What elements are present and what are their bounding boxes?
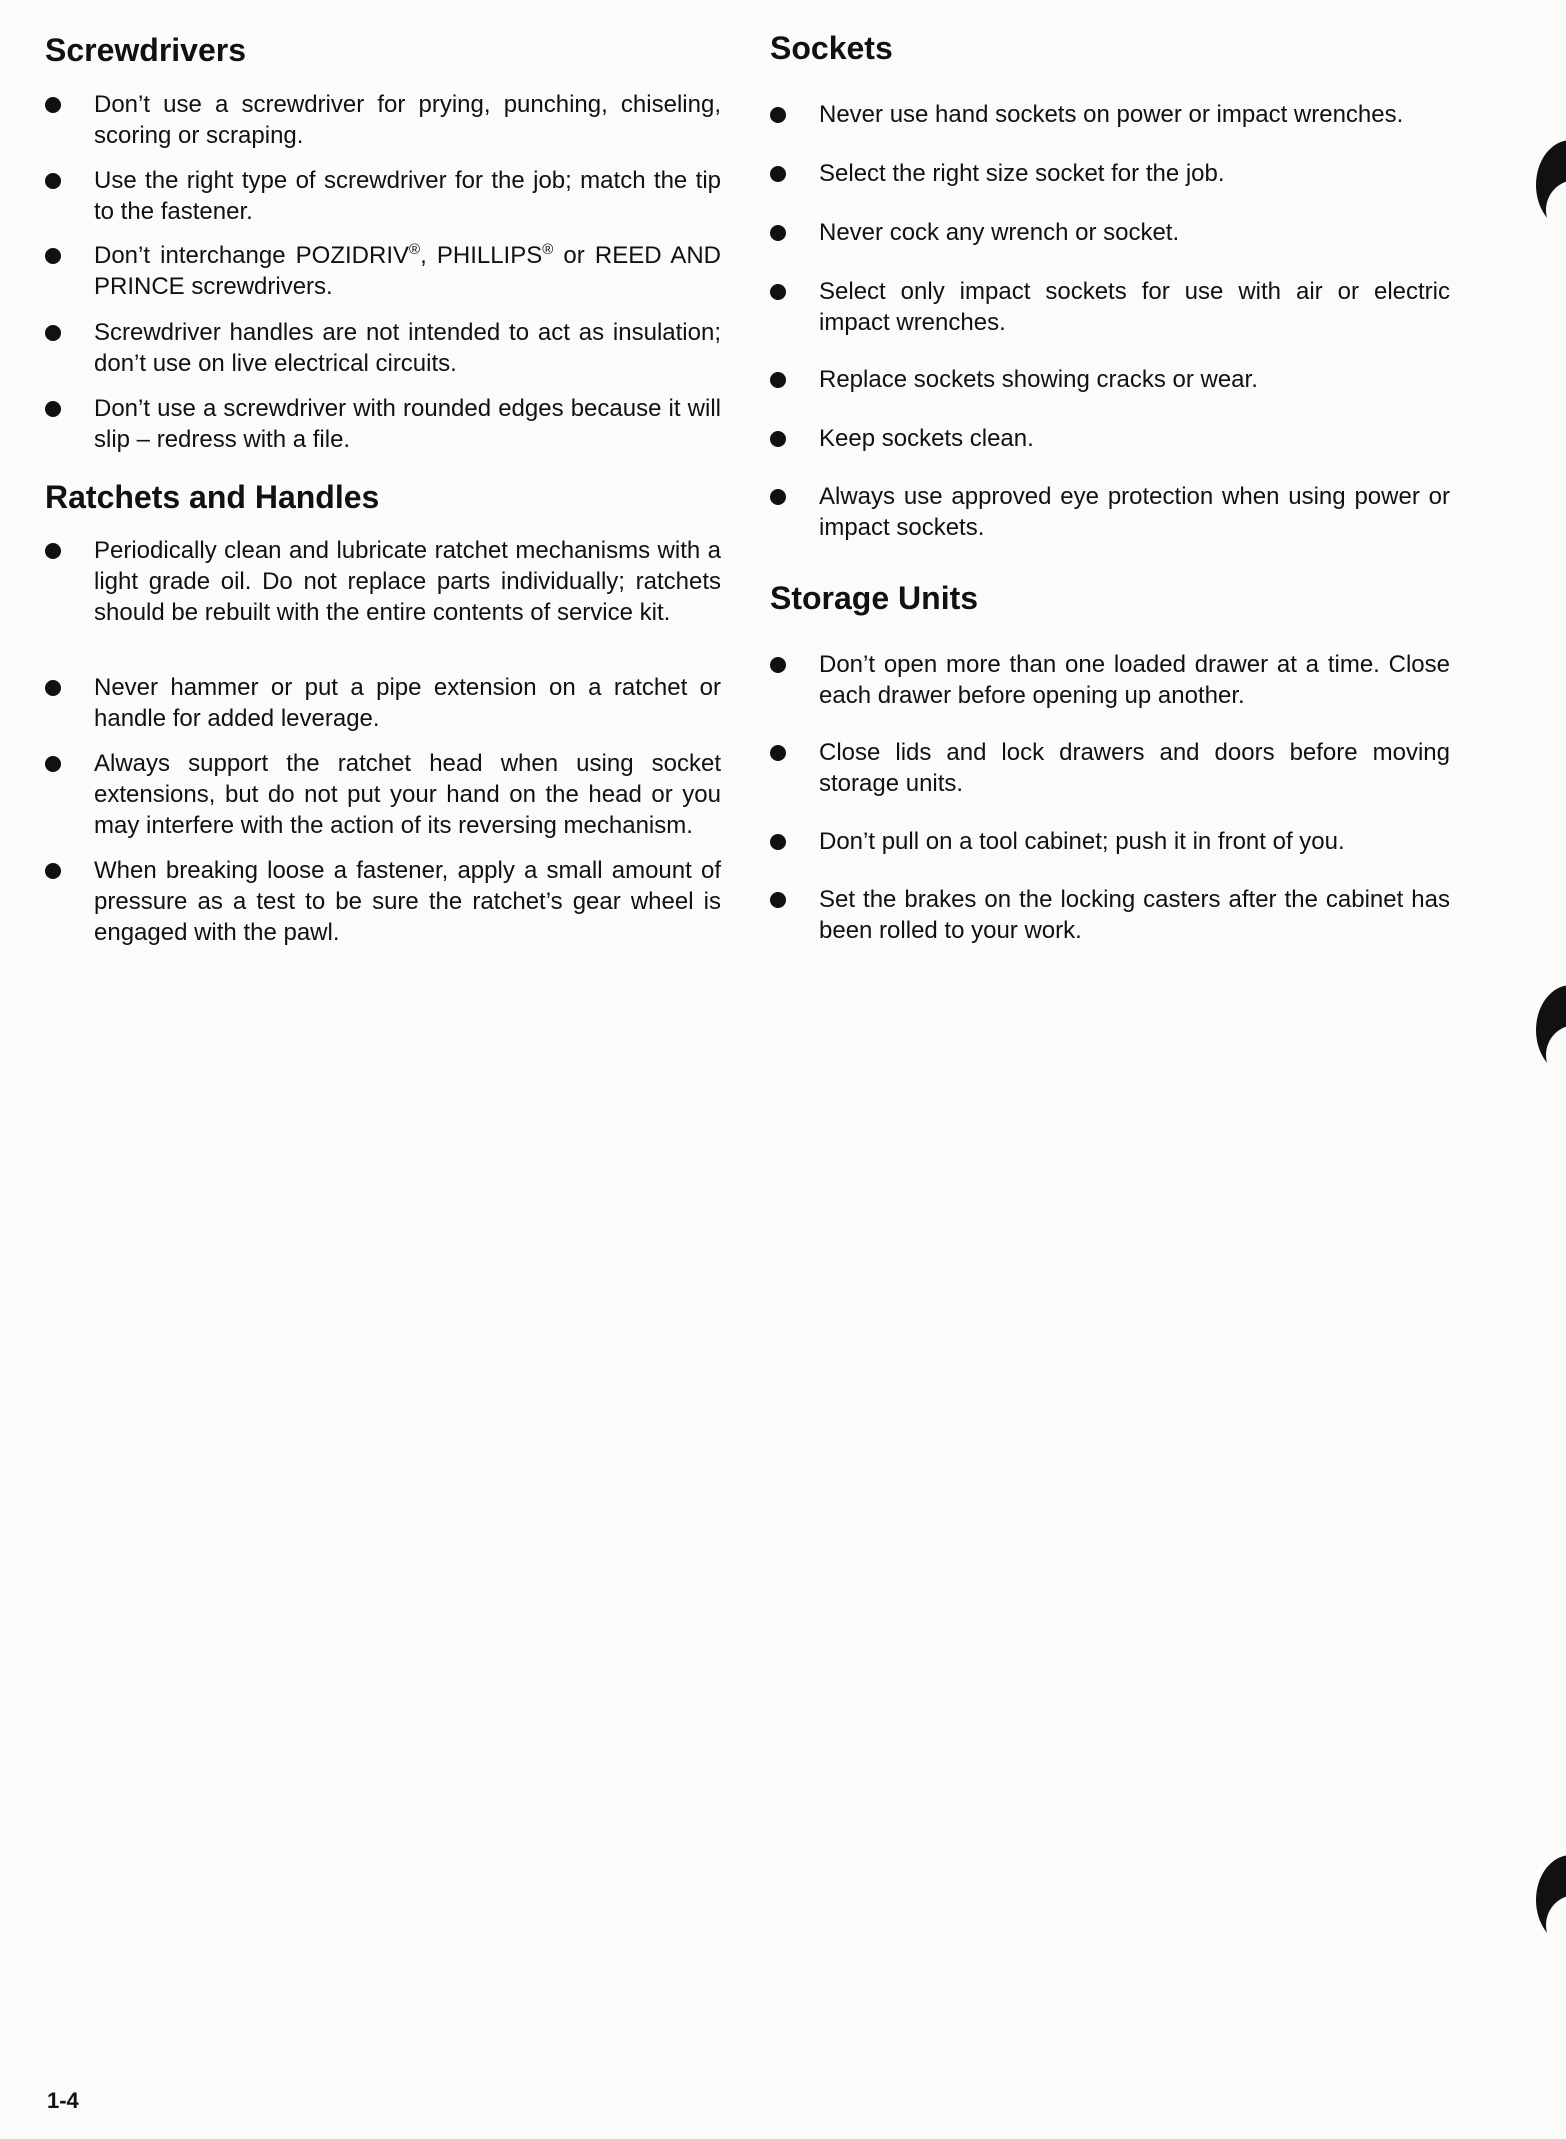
bullet-icon	[45, 97, 61, 113]
bullet-icon	[770, 431, 786, 447]
bullet-icon	[770, 892, 786, 908]
bullet-icon	[770, 225, 786, 241]
list-item-text: Close lids and lock drawers and doors before moving storage units.	[819, 739, 1450, 797]
list-item	[45, 165, 721, 227]
list-item	[770, 99, 1450, 130]
list-item-text: Don’t use a screwdriver for prying, punching, chiseling, scoring or scraping.	[94, 91, 721, 149]
bullet-icon	[45, 756, 61, 772]
list-item	[770, 884, 1450, 946]
bullet-icon	[45, 401, 61, 417]
page-number: 1-4	[47, 2088, 79, 2113]
list-item-text: When breaking loose a fastener, apply a small amount of pressure as a test to be sure the ratchet’s gear wheel is engaged with the pawl.	[94, 857, 721, 946]
phillips-text: , PHILLIPS	[420, 242, 543, 269]
bullet-icon	[45, 325, 61, 341]
list-item	[770, 481, 1450, 543]
list-item-text: Don’t open more than one loaded drawer at a time. Close each drawer before opening up another.	[819, 651, 1450, 709]
bullet-icon	[45, 863, 61, 879]
list-item	[770, 826, 1450, 857]
list-item-text: Don’t pull on a tool cabinet; push it in front of you.	[819, 828, 1345, 855]
list-item-text: Always use approved eye protection when using power or impact sockets.	[819, 483, 1450, 541]
list-item	[45, 672, 721, 734]
list-item-text: Never cock any wrench or socket.	[819, 219, 1180, 246]
bullet-icon	[770, 745, 786, 761]
list-item-text: Replace sockets showing cracks or wear.	[819, 366, 1258, 393]
list-item-text: Keep sockets clean.	[819, 425, 1034, 452]
ratchets-heading: Ratchets and Handles	[45, 479, 380, 515]
list-item-text: Select the right size socket for the job.	[819, 160, 1225, 187]
list-item-text: Use the right type of screwdriver for the job; match the tip to the fastener.	[94, 167, 721, 225]
reed-prince-text: or REED AND PRINCE screwdrivers.	[94, 242, 721, 300]
bullet-icon	[45, 543, 61, 559]
bullet-icon	[45, 173, 61, 189]
bullet-icon	[770, 489, 786, 505]
list-item-text	[94, 240, 721, 302]
screwdrivers-heading: Screwdrivers	[45, 32, 247, 68]
bullet-icon	[770, 657, 786, 673]
list-item-text: Periodically clean and lubricate ratchet mechanisms with a light grade oil. Do not replace parts individually; ratchets should be rebuilt with the entire contents of service kit.	[94, 537, 721, 626]
list-item	[770, 276, 1450, 338]
list-item	[45, 317, 721, 379]
list-item	[45, 855, 721, 948]
list-item	[45, 89, 721, 151]
bullet-icon	[45, 680, 61, 696]
bullet-icon	[770, 372, 786, 388]
punch-hole-icon	[1536, 1855, 1566, 1945]
list-item	[45, 240, 721, 302]
list-item-text: Never use hand sockets on power or impact wrenches.	[819, 101, 1404, 128]
punch-hole-icon	[1536, 985, 1566, 1075]
list-item-text: Screwdriver handles are not intended to act as insulation; don’t use on live electrical circuits.	[94, 319, 721, 377]
registered-mark: ®	[409, 241, 421, 258]
punch-hole-icon	[1536, 140, 1566, 230]
bullet-icon	[770, 107, 786, 123]
list-item	[770, 217, 1450, 248]
storage-units-heading: Storage Units	[770, 580, 979, 616]
list-item	[770, 649, 1450, 711]
list-item-text: Don’t use a screwdriver with rounded edges because it will slip – redress with a file.	[94, 395, 721, 453]
list-item-text: Set the brakes on the locking casters after the cabinet has been rolled to your work.	[819, 886, 1450, 944]
list-item	[770, 364, 1450, 395]
list-item	[45, 748, 721, 841]
list-item-text: Select only impact sockets for use with air or electric impact wrenches.	[819, 278, 1450, 336]
bullet-icon	[45, 248, 61, 264]
bullet-icon	[770, 284, 786, 300]
list-item	[770, 737, 1450, 799]
list-item	[45, 393, 721, 455]
pozidriv-text: Don’t interchange POZIDRIV	[94, 242, 410, 269]
bullet-icon	[770, 166, 786, 182]
sockets-heading: Sockets	[770, 30, 893, 66]
list-item	[770, 158, 1450, 189]
registered-mark: ®	[542, 241, 554, 258]
list-item-text: Always support the ratchet head when using socket extensions, but do not put your hand on the head or you may interfere with the action of its reversing mechanism.	[94, 750, 721, 839]
bullet-icon	[770, 834, 786, 850]
list-item	[770, 423, 1450, 454]
list-item	[45, 535, 721, 628]
list-item-text: Never hammer or put a pipe extension on a ratchet or handle for added leverage.	[94, 674, 721, 732]
